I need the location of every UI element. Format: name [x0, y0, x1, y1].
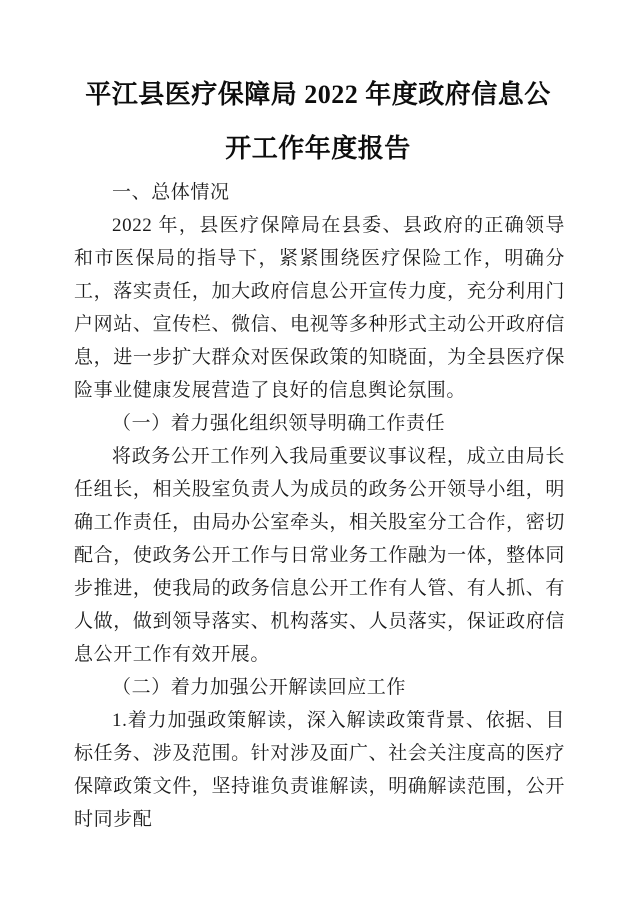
document-title: 平江县医疗保障局 2022 年度政府信息公开工作年度报告 — [85, 80, 551, 163]
section-heading-overall: 一、总体情况 — [112, 182, 230, 203]
section-heading-2: （二）着力加强公开解读回应工作 — [112, 677, 407, 698]
body-paragraph: 2022 年，县医疗保障局在县委、县政府的正确领导和市医保局的指导下，紧紧围绕医疗保险工作，明确分工，落实责任，加大政府信息公开宣传力度，充分利用门户网站、宣传栏、微信、电视等多种形式主动公开政府信息，进一步扩大群众对医保政策的知晓面，为全县医疗保险事业健康发展营造了良好的信息舆论氛围。 — [74, 215, 565, 401]
section-heading-1: （一）着力强化组织领导明确工作责任 — [112, 413, 446, 434]
body-paragraph: 1.着力加强政策解读，深入解读政策背景、依据、目标任务、涉及范围。针对涉及面广、社会关注度高的医疗保障政策文件，坚持谁负责谁解读，明确解读范围，公开时同步配 — [74, 710, 565, 830]
body-paragraph: 将政务公开工作列入我局重要议事议程，成立由局长任组长，相关股室负责人为成员的政务公开领导小组，明确工作责任，由局办公室牵头，相关股室分工合作，密切配合，使政务公开工作与日常业务工作融为一体，整体同步推进，使我局的政务信息公开工作有人管、有人抓、有人做，做到领导落实、机构落实、人员落实，保证政府信息公开工作有效开展。 — [74, 446, 565, 665]
document-body — [74, 176, 565, 836]
